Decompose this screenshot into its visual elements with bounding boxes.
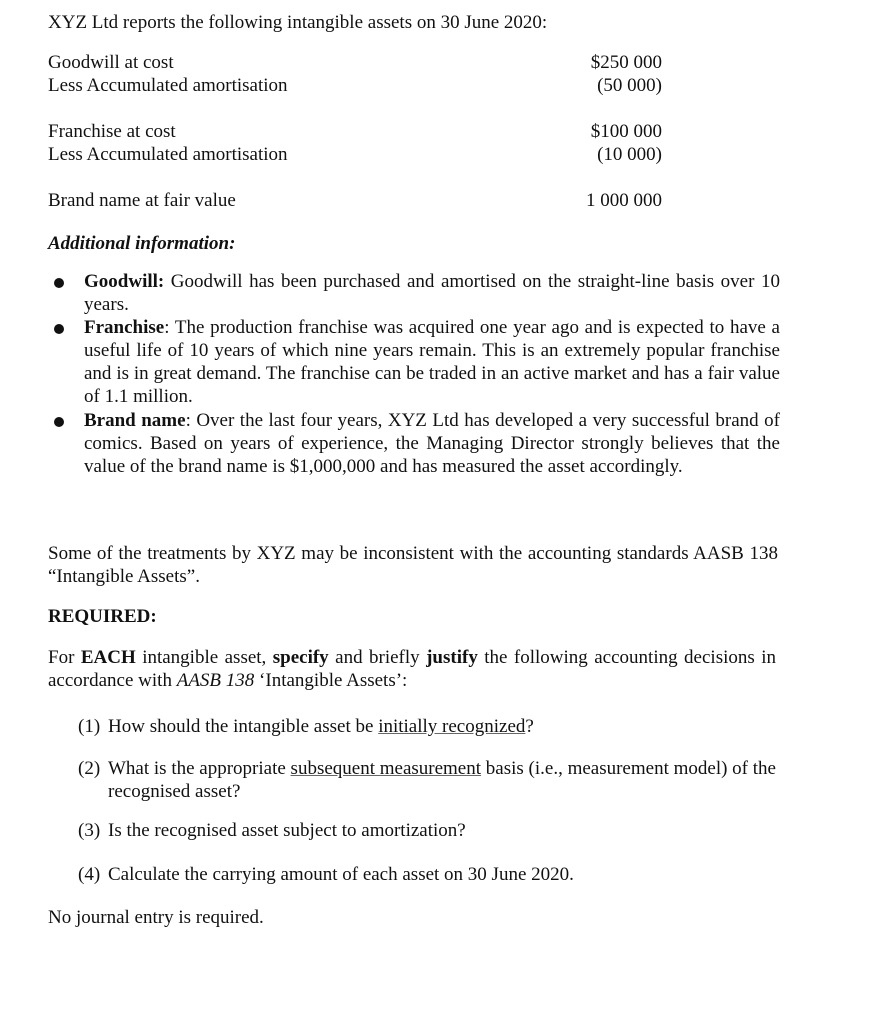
bullet-text: : Over the last four years, XYZ Ltd has developed a very successful brand of comics. Based on years of experience, the Managing Director strongly believes that the value of the brand name is $1,000,000 and has measured the asset accordingly. <box>84 410 780 477</box>
asset-row-brand <box>48 189 662 212</box>
asset-amount: $100 000 <box>590 121 662 142</box>
question-number: (3) <box>78 820 101 841</box>
asset-label: Goodwill at cost <box>48 52 174 73</box>
question-number: (4) <box>78 864 101 885</box>
bullet-term: Brand name <box>84 410 186 431</box>
asset-row-goodwill-amortisation <box>48 74 662 97</box>
instruction-emphasis: specify <box>272 647 329 668</box>
question-number: (2) <box>78 758 101 779</box>
bullet-icon <box>54 324 64 334</box>
footer-note: No journal entry is required. <box>48 907 264 928</box>
intro-title: XYZ Ltd reports the following intangible assets on 30 June 2020: <box>48 12 548 33</box>
question-number: (1) <box>78 716 101 737</box>
bullet-term: Goodwill: <box>84 271 165 292</box>
instruction-standard: AASB 138 <box>176 670 255 691</box>
question-3 <box>78 819 778 842</box>
asset-label: Less Accumulated amortisation <box>48 144 288 165</box>
bullet-brand-name <box>48 409 780 478</box>
question-2 <box>78 757 778 803</box>
question-text: Calculate the carrying amount of each asset on 30 June 2020. <box>108 864 574 885</box>
instruction-text: For <box>48 647 81 668</box>
question-text: ? <box>525 716 534 737</box>
asset-amount: 1 000 000 <box>586 190 662 211</box>
asset-label: Franchise at cost <box>48 121 176 142</box>
asset-label: Brand name at fair value <box>48 190 236 211</box>
bullet-term: Franchise <box>84 317 165 338</box>
required-heading: REQUIRED: <box>48 606 157 627</box>
instruction-text: ‘Intangible Assets’: <box>254 670 408 691</box>
question-4 <box>78 863 778 886</box>
bullet-icon <box>54 278 64 288</box>
instruction-text: the following accounting decisions in accordance with <box>48 647 776 691</box>
bullet-text: : The production franchise was acquired one year ago and is expected to have a useful life of 10 years of which nine years remain. This is an extremely popular franchise and is in great demand. The franchise can be traded in an active market and has a fair value of 1.1 million. <box>84 317 780 407</box>
bullet-icon <box>54 417 64 427</box>
bullet-goodwill <box>48 270 780 316</box>
question-1 <box>78 715 778 738</box>
additional-info-heading: Additional information: <box>48 233 236 254</box>
question-text: basis (i.e., measurement model) of the recognised asset? <box>108 758 776 802</box>
bullet-text: Goodwill has been purchased and amortised on the straight-line basis over 10 years. <box>84 271 780 315</box>
question-text: Is the recognised asset subject to amortization? <box>108 820 466 841</box>
question-text: What is the appropriate <box>108 758 291 779</box>
question-underlined: subsequent measurement <box>290 758 482 779</box>
question-underlined: initially recognized <box>378 716 526 737</box>
asset-amount: $250 000 <box>590 52 662 73</box>
asset-row-goodwill-cost <box>48 51 662 74</box>
inconsistency-paragraph: Some of the treatments by XYZ may be inconsistent with the accounting standards AASB 138 “Intangible Assets”. <box>48 543 778 587</box>
question-text: How should the intangible asset be <box>108 716 379 737</box>
instruction-paragraph <box>48 646 776 692</box>
instruction-text: and briefly <box>328 647 427 668</box>
asset-row-franchise-amortisation <box>48 143 662 166</box>
asset-amount: (50 000) <box>597 75 662 96</box>
bullet-franchise <box>48 316 780 408</box>
instruction-emphasis: EACH <box>80 647 136 668</box>
asset-amount: (10 000) <box>597 144 662 165</box>
asset-label: Less Accumulated amortisation <box>48 75 288 96</box>
instruction-emphasis: justify <box>426 647 478 668</box>
asset-row-franchise-cost <box>48 120 662 143</box>
instruction-text: intangible asset, <box>135 647 273 668</box>
